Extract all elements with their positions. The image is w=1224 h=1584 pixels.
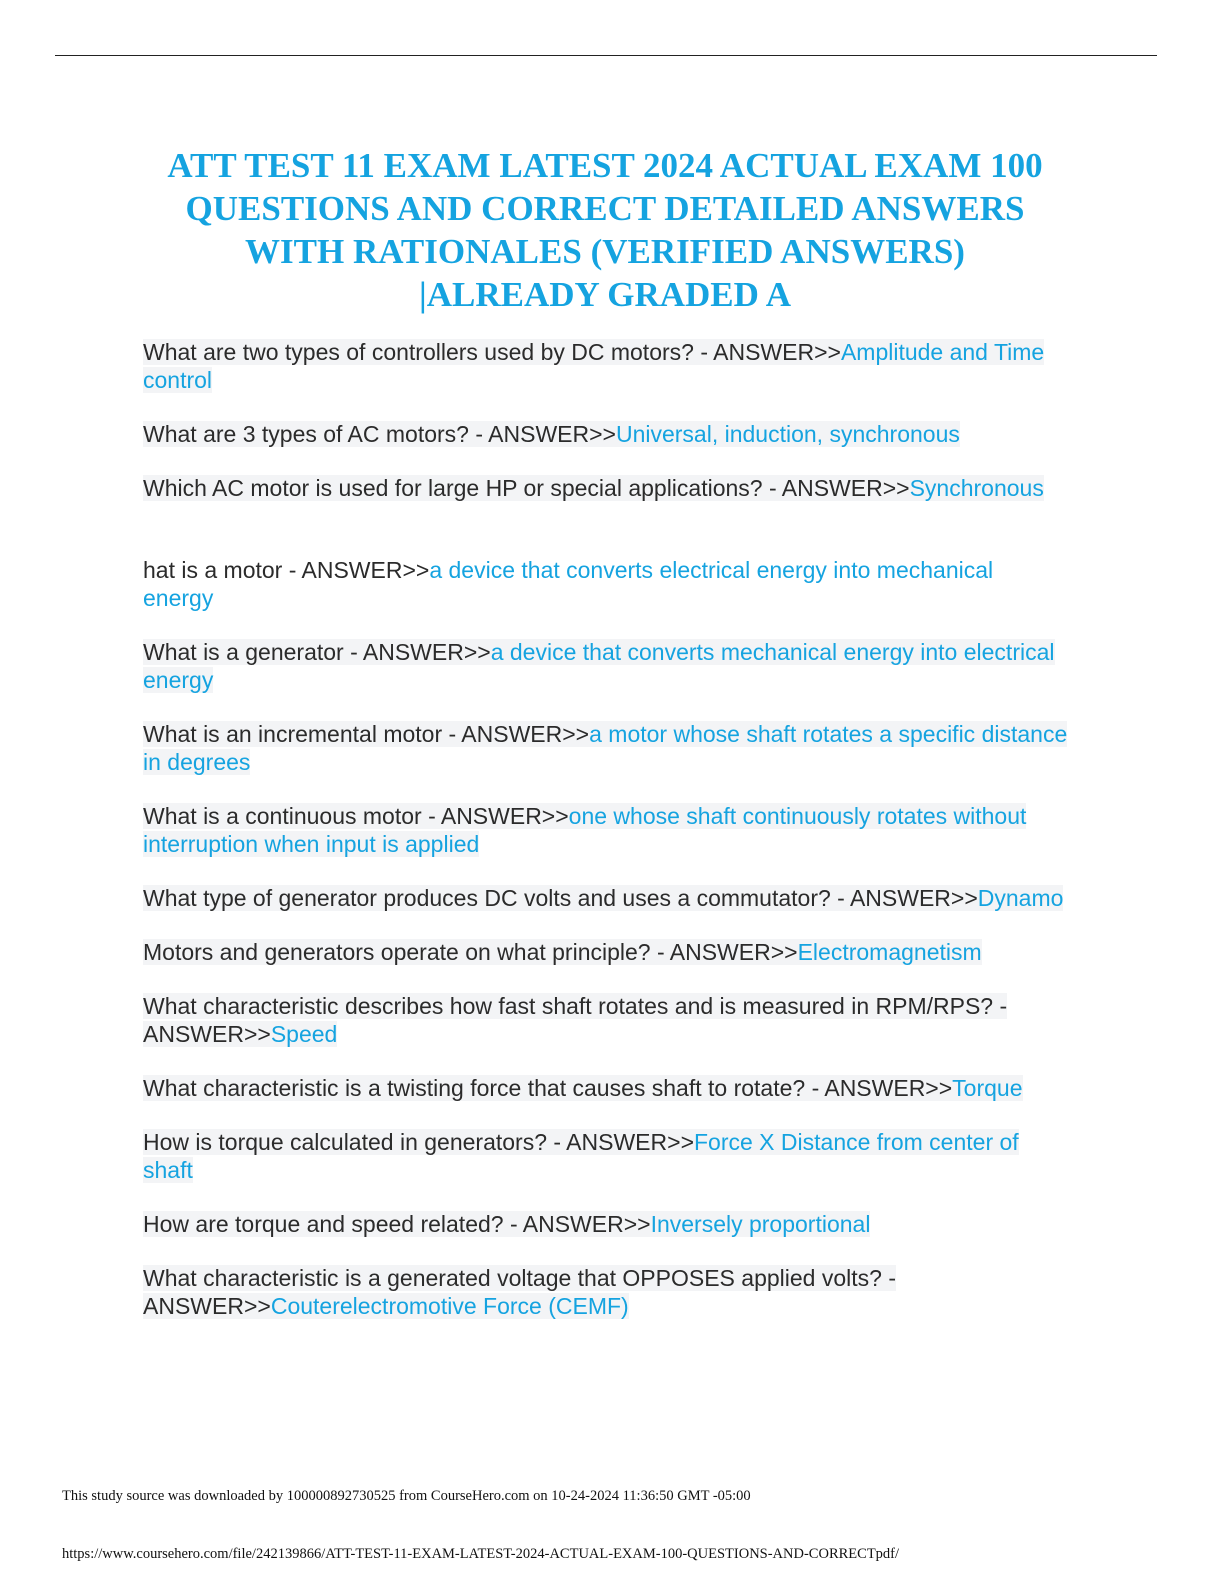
qa-item-4 bbox=[143, 556, 1068, 612]
qa-item-1 bbox=[143, 338, 1068, 394]
question-text: What are two types of controllers used by DC motors? bbox=[143, 339, 694, 365]
answer-text: Couterelectromotive Force (CEMF) bbox=[270, 1293, 629, 1319]
qa-highlight bbox=[143, 1265, 896, 1319]
qa-highlight bbox=[143, 939, 982, 965]
qa-item-13 bbox=[143, 1210, 1068, 1238]
qa-highlight bbox=[143, 475, 1044, 501]
title-line-3: WITH RATIONALES (VERIFIED ANSWERS) bbox=[245, 232, 965, 271]
qa-highlight bbox=[143, 721, 1067, 775]
qa-item-12 bbox=[143, 1128, 1068, 1184]
answer-text: Electromagnetism bbox=[797, 939, 982, 965]
answer-text: Synchronous bbox=[909, 475, 1044, 501]
answer-text: Force X Distance from center of shaft bbox=[143, 1129, 1019, 1183]
answer-text: Speed bbox=[270, 1021, 338, 1047]
answer-text: Amplitude and Time control bbox=[143, 339, 1045, 393]
question-text: How are torque and speed related? bbox=[143, 1211, 504, 1237]
answer-marker: - ANSWER>> bbox=[468, 421, 616, 447]
answer-marker: - ANSWER>> bbox=[650, 939, 798, 965]
question-text: How is torque calculated in generators? bbox=[143, 1129, 548, 1155]
answer-text: Torque bbox=[952, 1075, 1023, 1101]
title-line-1: ATT TEST 11 EXAM LATEST 2024 ACTUAL EXAM 100 bbox=[167, 146, 1043, 185]
answer-marker: - ANSWER>> bbox=[830, 885, 978, 911]
qa-item-2 bbox=[143, 420, 1068, 448]
qa-item-14 bbox=[143, 1264, 1068, 1320]
answer-text: Universal, induction, synchronous bbox=[615, 421, 960, 447]
qa-highlight bbox=[143, 639, 1055, 693]
answer-marker: - ANSWER>> bbox=[143, 1265, 897, 1319]
qa-highlight bbox=[143, 1129, 1019, 1183]
qa-highlight bbox=[143, 421, 960, 447]
answer-marker: - ANSWER>> bbox=[503, 1211, 651, 1237]
question-text: What type of generator produces DC volts and uses a commutator? bbox=[143, 885, 831, 911]
answer-marker: - ANSWER>> bbox=[693, 339, 841, 365]
question-text: What are 3 types of AC motors? bbox=[143, 421, 469, 447]
answer-text: one whose shaft continuously rotates without interruption when input is applied bbox=[143, 803, 1027, 857]
answer-text: a device that converts mechanical energy into electrical energy bbox=[143, 639, 1055, 693]
question-text: What is an incremental motor bbox=[143, 721, 443, 747]
answer-marker: - ANSWER>> bbox=[421, 803, 569, 829]
question-text: What characteristic is a generated voltage that OPPOSES applied volts? bbox=[143, 1265, 882, 1291]
qa-highlight bbox=[143, 803, 1026, 857]
qa-item-8 bbox=[143, 884, 1068, 912]
qa-item-5 bbox=[143, 638, 1068, 694]
answer-marker: - ANSWER>> bbox=[282, 557, 430, 583]
answer-text: a motor whose shaft rotates a specific distance in degrees bbox=[143, 721, 1068, 775]
answer-marker: - ANSWER>> bbox=[442, 721, 590, 747]
footer-url-link[interactable]: https://www.coursehero.com/file/242139866/ATT-TEST-11-EXAM-LATEST-2024-ACTUAL-EXAM-100-QUESTIONS-AND-CORRECTpdf/ bbox=[62, 1546, 900, 1562]
footer-source-notice: This study source was downloaded by 100000892730525 from CourseHero.com on 10-24-2024 11:36:50 GMT -05:00 bbox=[62, 1488, 751, 1504]
document-title bbox=[130, 144, 1080, 316]
question-text: What is a continuous motor bbox=[143, 803, 422, 829]
qa-highlight bbox=[143, 339, 1044, 393]
qa-highlight bbox=[143, 1075, 1023, 1101]
question-text: hat is a motor bbox=[143, 557, 283, 583]
answer-marker: - ANSWER>> bbox=[762, 475, 910, 501]
answer-text: Inversely proportional bbox=[650, 1211, 871, 1237]
qa-item-7 bbox=[143, 802, 1068, 858]
qa-highlight bbox=[143, 993, 1007, 1047]
answer-marker: - ANSWER>> bbox=[343, 639, 491, 665]
title-line-2: QUESTIONS AND CORRECT DETAILED ANSWERS bbox=[185, 189, 1025, 228]
header-rule bbox=[55, 55, 1157, 56]
question-text: What is a generator bbox=[143, 639, 344, 665]
answer-marker: - ANSWER>> bbox=[143, 993, 1008, 1047]
answer-marker: - ANSWER>> bbox=[805, 1075, 953, 1101]
qa-item-3 bbox=[143, 474, 1068, 502]
qa-list bbox=[143, 338, 1068, 1346]
qa-item-9 bbox=[143, 938, 1068, 966]
qa-highlight bbox=[143, 885, 1063, 911]
title-line-4: |ALREADY GRADED A bbox=[419, 275, 791, 314]
qa-item-11 bbox=[143, 1074, 1068, 1102]
qa-highlight bbox=[143, 1211, 870, 1237]
qa-item-10 bbox=[143, 992, 1068, 1048]
question-text: What characteristic is a twisting force that causes shaft to rotate? bbox=[143, 1075, 806, 1101]
question-text: Which AC motor is used for large HP or special applications? bbox=[143, 475, 763, 501]
question-text: Motors and generators operate on what principle? bbox=[143, 939, 651, 965]
answer-text: Dynamo bbox=[977, 885, 1064, 911]
qa-item-6 bbox=[143, 720, 1068, 776]
question-text: What characteristic describes how fast shaft rotates and is measured in RPM/RPS? bbox=[143, 993, 994, 1019]
answer-marker: - ANSWER>> bbox=[547, 1129, 694, 1155]
answer-text: a device that converts electrical energy into mechanical energy bbox=[143, 557, 994, 611]
